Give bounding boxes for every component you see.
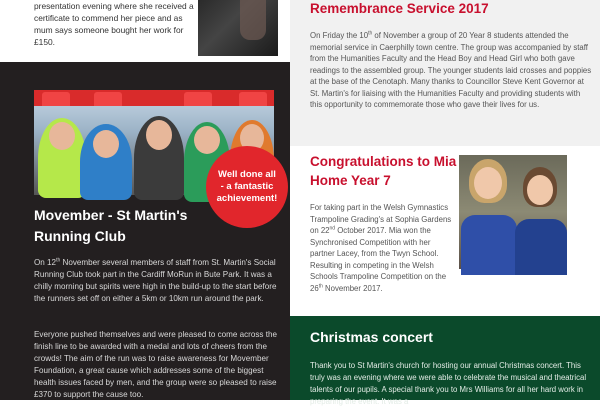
photo-tent bbox=[184, 92, 212, 106]
remembrance-title: Remembrance Service 2017 bbox=[310, 1, 489, 16]
movember-title: Movember - St Martin's Running Club bbox=[34, 207, 188, 244]
mia-title: Congratulations to Mia Home Year 7 bbox=[310, 154, 457, 188]
runner-figure bbox=[134, 116, 184, 200]
student-photo bbox=[198, 0, 278, 56]
mia-paragraph: For taking part in the Welsh Gymnastics Trampoline Grading's at Sophia Gardens on 22nd October 2017. Mia won the Synchronised Competition with her partner Lacey, from the Twyn School. Resulting in competing in the Welsh Schools Trampoline Competition on the 26th November 2017. bbox=[310, 203, 452, 293]
top-left-section bbox=[0, 0, 290, 62]
art-story-paragraph: presentation evening where she received a certificate to commend her piece and as mum says someone bought her work for £150. bbox=[34, 1, 194, 47]
movember-paragraph-2: Everyone pushed themselves and were pleased to come across the finish line to be awarded with a medal and lots of cheers from the crowds! The aim of the run was to raise awareness for Movember Foundation, a great cause which addresses some of the biggest health issues faced by men, and the group were so pleased to raise £370 to support the cause too. bbox=[34, 330, 277, 399]
remembrance-paragraph: On Friday the 10th of November a group of 20 Year 8 students attended the memorial service in Caerphilly town centre. The group was accompanied by staff from the Humanities Faculty and the Head Boy and Head Girl who both gave readings to the assembled group. The younger students laid crosses and poppies at the base of the Cenotaph. Many thanks to Councillor Steve Kent Governor at St. Martin's for liaising with the Humanities Faculty and providing students with this opportunity to commemorate those who gave their lives for us. bbox=[310, 30, 592, 109]
runner-figure bbox=[80, 124, 132, 200]
gymnast-figure bbox=[461, 159, 517, 269]
well-done-badge: Well done all - a fantastic achievement! bbox=[206, 146, 288, 228]
photo-banner bbox=[34, 90, 274, 106]
photo-tent bbox=[239, 92, 267, 106]
movember-paragraph-1: On 12th November several members of staff from St. Martin's Social Running Club took part in the Cardiff MoRun in Bute Park. It was a chilly morning but spirits were high in the build-up to the start before the runners set off on either a 5km or 10km run around the park. bbox=[34, 257, 277, 303]
photo-tent bbox=[94, 92, 122, 106]
christmas-title: Christmas concert bbox=[310, 329, 433, 345]
photo-tent bbox=[42, 92, 70, 106]
gymnastics-photo bbox=[459, 155, 567, 269]
christmas-paragraph: Thank you to St Martin's church for hosting our annual Christmas concert. This truly was an evening where we were able to celebrate the musical and theatrical talents of our pupils. A special thank you to Mrs Williams for all her hard work in preparing the event. It was a bbox=[310, 361, 587, 406]
gymnast-figure bbox=[515, 167, 567, 269]
runner-figure bbox=[38, 118, 86, 198]
